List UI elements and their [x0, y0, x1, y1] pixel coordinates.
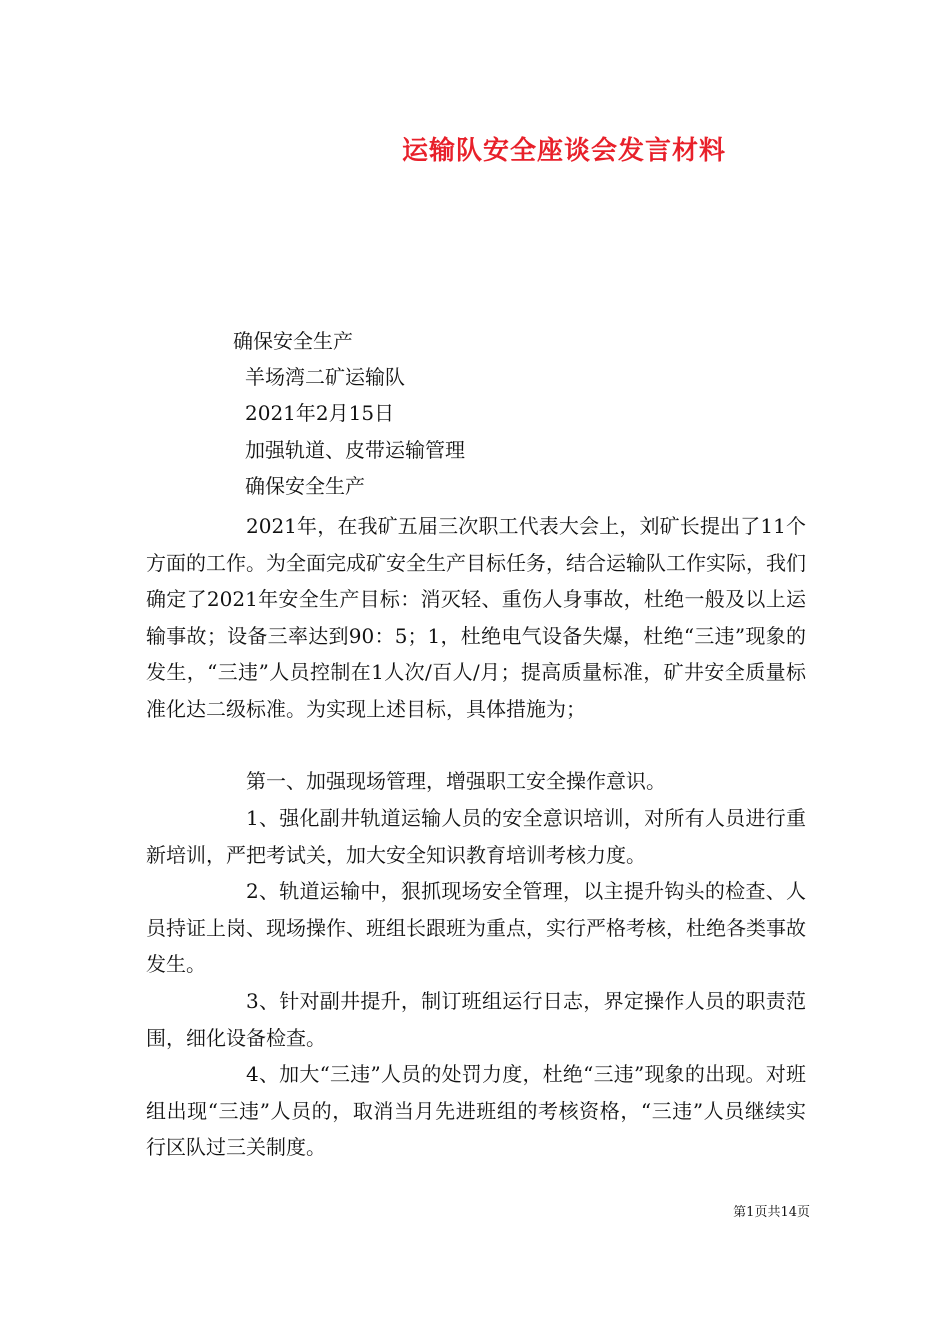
- heading-line-3: 2021年2月15日: [245, 401, 395, 425]
- paragraph-3: 1、强化副井轨道运输人员的安全意识培训，对所有人员进行重新培训，严把考试关，加大安全知识教育培训考核力度。: [146, 806, 806, 867]
- page-number-footer: 第1页共14页: [733, 1205, 810, 1220]
- paragraph-5: 3、针对副井提升，制订班组运行日志，界定操作人员的职责范围，细化设备检查。: [146, 989, 806, 1050]
- paragraph-4: 2、轨道运输中，狠抓现场安全管理，以主提升钩头的检查、人员持证上岗、现场操作、班组长跟班为重点，实行严格考核，杜绝各类事故发生。: [146, 879, 806, 976]
- paragraph-2: 第一、加强现场管理，增强职工安全操作意识。: [246, 769, 666, 793]
- heading-line-1: 确保安全生产: [233, 329, 353, 353]
- paragraph-6: 4、加大“三违”人员的处罚力度，杜绝“三违”现象的出现。对班组出现“三违”人员的，取消当月先进班组的考核资格，“三违”人员继续实行区队过三关制度。: [146, 1062, 806, 1159]
- heading-line-4: 加强轨道、皮带运输管理: [245, 438, 465, 462]
- heading-line-2: 羊场湾二矿运输队: [245, 365, 405, 389]
- paragraph-1: 2021年，在我矿五届三次职工代表大会上，刘矿长提出了11个方面的工作。为全面完成矿安全生产目标任务，结合运输队工作实际，我们确定了2021年安全生产目标：消灭轻、重伤人身事故，杜绝一般及以上运输事故；设备三率达到90：5；1，杜绝电气设备失爆，杜绝“三违”现象的发生，“三违”人员控制在1人次/百人/月；提高质量标准，矿井安全质量标准化达二级标准。为实现上述目标，具体措施为；: [146, 514, 806, 721]
- heading-line-5: 确保安全生产: [245, 474, 365, 498]
- document-title: 运输队安全座谈会发言材料: [401, 136, 726, 166]
